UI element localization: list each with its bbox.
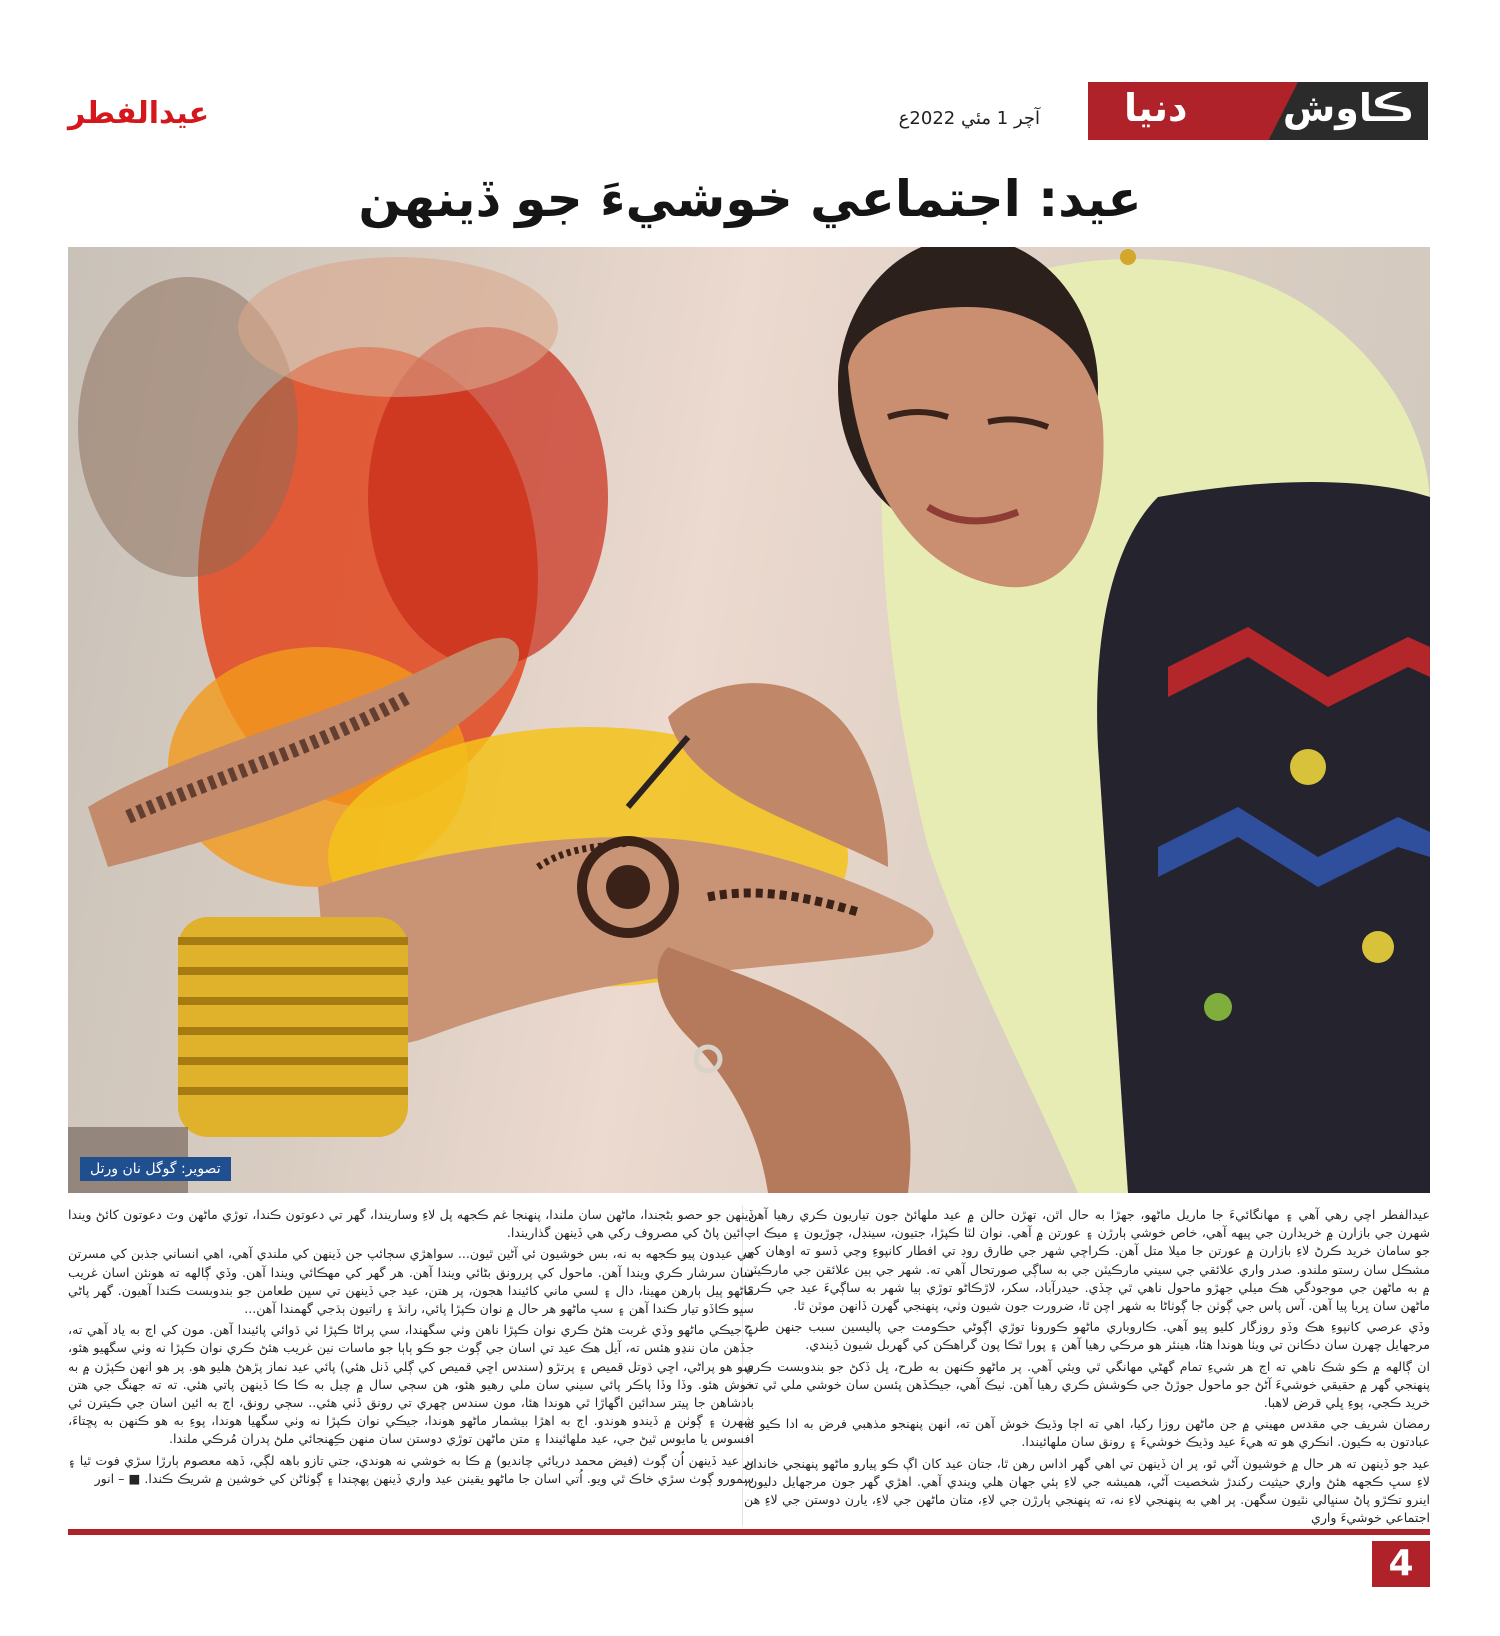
article-paragraph: عيدالفطر اچي رهي آهي ۽ مهانگائيءَ جا ماريل ماڻهو، جهڙا به حال اٿن، تهڙن حالن ۾ عيد ملهائڻ جون تياريون ڪري رهيا آهن. شهرن جي بازارن ۾ خريدارن جي پيهه آهي، خاص خوشي ٻارڙن ۽ عورتن ۾ آهي. نوان لٽا ڪپڙا، جتيون، سينڊل، چوڙيون ۽ ميڪ اپ جو سامان خريد ڪرڻ لاءِ بازارن ۾ عورتن جا ميلا متل آهن. ڪراچي شهر جي طارق روڊ تي افطار کانپوءِ وڃي ڏسو ته اوهان کي مشڪل سان رستو ملندو. صدر واري علائقي جي سيني مارڪيٽن جي به ساڳي صورتحال آهي ته. شهر جي ٻين علائقن جي مارڪيٽن ۾ به ماڻهن جي موجودگي هڪ ميلي جهڙو ماحول ناهي ٿي چڏي. حيدرآباد، سکر، لاڙڪاڻو توڙي ٻيا شهر به ساڳيءَ عيد جي ڪري ماڻهن سان ڀريا پيا آهن. آس پاس جي ڳوٺن جا ڳوٺاڻا به شهر اچن ٿا، ضرورت جون شيون وٺي، پنهنجي گهرن ڏانهن موٽن ٿا. [744, 1207, 1430, 1314]
footer-rule [68, 1529, 1430, 1535]
article-paragraph: هي عيدون پيو ڪجهه به نه، بس خوشيون ئي آڻين ٿيون... سواهڙي سڄائپ جن ڏينهن کي ملندي آهي، اهي انساني جذبن کي مسرتن سان سرشار ڪري ويندا آهن. ماحول کي پررونق بڻائي ويندا آهن. هر گهر کي مهڪائي ويندا آهن. وڏي ڳالهه ته هونئن اسان غريب ماڻهو پيل ٻارهن مهينا، دال ۽ لسي ماني کائيندا هجون، پر هتن، عيد جي ڏينهن تي سڀن طعامن جو بندوبست ڪندا آهيون. گهر پاڻي سڀو ڪاڏو تيار ڪندا آهن ۽ سڀ ماڻهو هر حال ۾ نوان ڪپڙا پائي، رانڌ ۽ راتيون ٻڌجي گهمندا آهن... [68, 1246, 754, 1317]
article-paragraph: رمضان شريف جي مقدس مهيني ۾ جن ماڻهن روزا رکيا، اهي ته اڄا وڌيڪ خوش آهن ته، انهن پنهنجو مذهبي فرض به ادا ڪيو ته عبادتون به ڪيون. انڪري هو ته هيءَ عيد وڌيڪ خوشيءَ ۽ رونق سان ملهائيندا. [744, 1416, 1430, 1450]
article-paragraph: وڏي عرصي کانپوءِ هڪ وڏو روزگار کليو پيو آهي. ڪاروباري ماڻهو ڪورونا توڙي اڳوڻي حڪومت جي پاليسين سبب جنهن طرح مرجهايل چهرن سان دڪانن تي ويٺا هوندا هئا، هينئر هو مرڪي رهيا آهن ۽ پورا ٿڪا پون گراهڪن کي گهربل شيون ڏيندي. [744, 1319, 1430, 1353]
page-number: 4 [1372, 1541, 1430, 1587]
section-tag: عيدالفطر [68, 96, 210, 131]
article-paragraph: ۽ جيڪي ماڻهو وڏي غربت هئڻ ڪري نوان ڪپڙا ناهن وٺي سگهندا، سي پراڻا ڪپڙا ئي ڌوائي پائيندا آهن. مون کي اڄ به ياد آهي ته، جڏهن مان ننڍو هئس ته، آيل هڪ عيد تي اسان جي ڳوٺ جو ڪو ٻاٻا جو ماسات نين غريب هئڻ ڪري نوان ڪپڙا نه وٺي سگهيو هئو، سو هو پراڻي، اڇي ڌوتل قميص ۽ پرتڙو (سندس اڇي قميص کي ڳلي ڏنل هئي) پائي عيد نماز پڙهڻ هليو هو. پر هو انهن ڪپڙن ۾ به خوش هئو. وڏا وڏا پاڪر پائي سيني سان ملي رهيو هئو، هن سڄي سال ۾ چيل به ڪا ڪا ڏينهن پاتي هئي. ته ته جهنگ جي هتن بادشاهن جا پيتر سدائين اگهاڙا ٿي هوندا هئا، مون سندس چهري تي رونق ڏٺي هئي.. سڄي رونق، اڄ به ائين اسان جي ڪيترن ئي شهرن ۽ ڳوٺن ۾ ڏيندو هوندو. اڄ به اهڙا بيشمار ماڻهو هوندا، جيڪي نوان ڪپڙا نه وٺي سگهيا هوندا، پوءِ به هو ڪنهن به پڇتاءَ، افسوس يا مايوس ٿيڻ جي، عيد ملهائيندا ۽ متن ماڻهن توڙي دوستن سان منهن ڪِهنجائي ملڻ پدران مُرڪي ملندا. [68, 1322, 754, 1447]
bangles [178, 917, 408, 1137]
masthead-red-block [1088, 82, 1298, 140]
lead-photo [68, 247, 1430, 1193]
article-column-left [68, 1206, 754, 1526]
masthead-word-kawish: ڪاوش [1282, 86, 1414, 130]
masthead-logo [1088, 82, 1428, 140]
article-paragraph: ڏينهن جو حصو بڻجندا، ماڻهن سان ملندا، پنهنجا غم ڪجهه پل لاءِ وساريندا، گهر تي دعوتون ڪندا، توڙي ماڻهن وٽ دعوتون کائڻ ويندا – ائين پاڻ کي مصروف رکي هي ڏينهن گذاريندا. [68, 1207, 754, 1241]
article-paragraph: ان ڳالهه ۾ ڪو شڪ ناهي ته اڄ هر شيءِ تمام گهڻي مهانگي ٿي ويئي آهي. پر ماڻهو ڪنهن به طرح، ڀل ڏکڻ جو بندوبست ڪري پنهنجي گهر ۾ حقيقي خوشيءَ آڻڻ جو ماحول جوڙڻ جي ڪوشش ڪري رهيا آهن. ٺيڪ آهي، جيڪڏهن پئسن سان خوشي ملي ٿي ته، خريد ڪجي، پوءِ ڀلي قرض لاهبا. [744, 1358, 1430, 1411]
page-headline: عيد: اجتماعي خوشيءَ جو ڏينهن [358, 170, 1142, 228]
photo-credit: تصوير: گوگل نان ورتل [80, 1157, 231, 1181]
article-column-right [744, 1206, 1430, 1526]
mehndi-scene-illustration [68, 247, 1430, 1193]
article-paragraph: پر عيد ڏينهن اُن ڳوٺ (فيض محمد دريائي چانديو) ۾ ڪا به خوشي نه هوندي، جتي تازو باهه لڳي، ڏهه معصوم ٻارڙا سڙي فوت ٿيا ۽ سمورو ڳوٺ سڙي خاڪ ٿي ويو. اُتي اسان جا ماڻهو يقينن عيد واري ڏينهن پهچندا ۽ ڳوٺاڻن کي خوشين ۾ شريڪ ڪندا. ■ – انور [68, 1452, 754, 1486]
article-paragraph: عيد جو ڏينهن ته هر حال ۾ خوشيون آڻي ٿو، پر ان ڏينهن تي اهي گهر اداس رهن ٿا، جتان عيد کان اڳ ڪو پيارو ماڻهو پنهنجي خاندان لاءِ سڀ ڪجهه هئڻ واري حيثيت رکندڙ شخصيت آڻي، هميشه جي لاءِ ٻئي جهان هلي ويندي آهي. اهڙي گهر جون مرجهايل دليون، اينرو تڪڙو پاڻ سنڀالي نٿيون سگهن. پر اهي به پنهنجي لاءِ نه، ته پنهنجي ٻارڙن جي لاءِ، متان ماڻهن جي لاءِ، يارن دوستن جي لاءِ هن اجتماعي خوشيءَ واري [744, 1455, 1430, 1526]
masthead-word-dunya: دنيا [1124, 86, 1188, 130]
issue-date: آچر 1 مئي 2022ع [898, 108, 1040, 129]
